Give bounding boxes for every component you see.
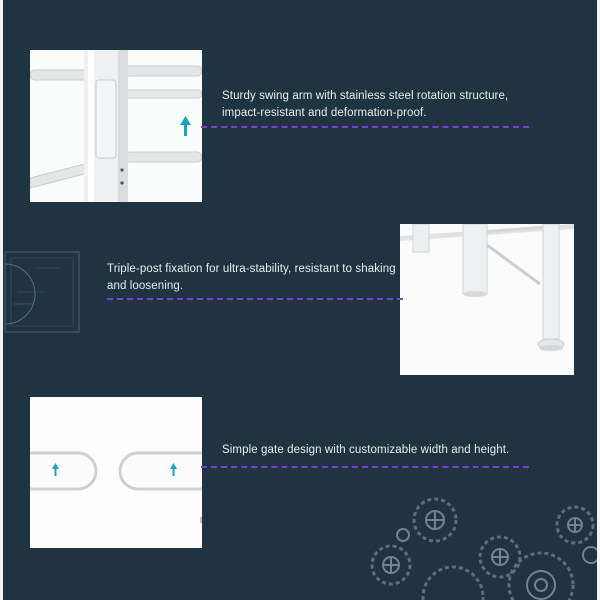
gear-icon	[363, 485, 597, 600]
feature-caption-triple-post: Triple-post fixation for ultra-stability, resistant to shaking and loosening.	[107, 263, 396, 292]
up-arrow-icon	[52, 463, 59, 476]
up-arrow-icon	[180, 116, 191, 136]
dashed-divider	[107, 298, 403, 300]
dashed-divider	[201, 126, 529, 128]
feature-caption-swing-arm: Sturdy swing arm with stainless steel rotation structure, impact-resistant and deformation-proof.	[222, 90, 509, 119]
feature-panel	[3, 0, 597, 600]
blueprint-sketch	[3, 248, 83, 338]
swing-arm-photo	[30, 50, 202, 202]
dashed-divider	[201, 466, 529, 468]
feature-caption-gate-design: Simple gate design with customizable width and height.	[222, 444, 510, 456]
gate-design-photo	[30, 397, 202, 548]
triple-post-photo	[400, 224, 574, 375]
up-arrow-icon	[170, 463, 177, 476]
